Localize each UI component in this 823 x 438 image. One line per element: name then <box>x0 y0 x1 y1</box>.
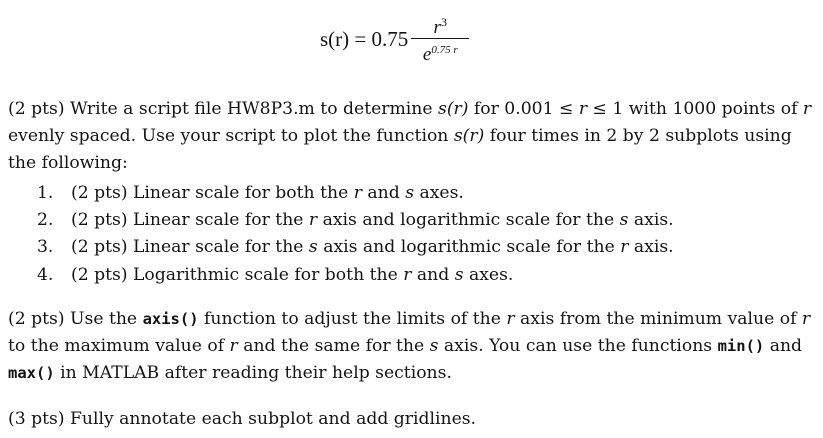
code-axis: axis() <box>142 310 199 328</box>
code-min: min() <box>717 337 765 355</box>
annotate-paragraph: (3 pts) Fully annotate each subplot and add gridlines. <box>8 409 477 429</box>
list-item: 4. (2 pts) Logarithmic scale for both the r and s axes. <box>37 264 514 285</box>
code-max: max() <box>8 364 55 382</box>
list-item: 2. (2 pts) Linear scale for the r axis and logarithmic scale for the s axis. <box>37 210 674 231</box>
equation-lhs: s(r) = 0.75 <box>320 26 409 51</box>
equation-denominator: $e^{0.75 r}$ <box>422 44 458 65</box>
axis-paragraph: (2 pts) Use the axis() function to adjust the limits of the r axis from the minimum value of r to the maximum value of r and the same for the s axis. You can use the functions min() and max() in MATLAB after reading their help sections. <box>8 309 811 383</box>
intro-paragraph: (2 pts) Write a script file HW8P3.m to determine s(r) for 0.001 ≤ r ≤ 1 with 1000 points of r evenly spaced. Use your script to plot the function s(r) four times in 2 by 2 subplots using the following: <box>8 99 812 173</box>
subplot-list <box>8 180 674 289</box>
list-item: 3. (2 pts) Linear scale for the s axis and logarithmic scale for the r axis. <box>37 237 674 258</box>
list-item: 1. (2 pts) Linear scale for both the r and s axes. <box>37 183 464 203</box>
equation <box>320 12 469 66</box>
equation-fraction <box>411 12 469 66</box>
equation-numerator: $r^3$ <box>433 15 447 38</box>
